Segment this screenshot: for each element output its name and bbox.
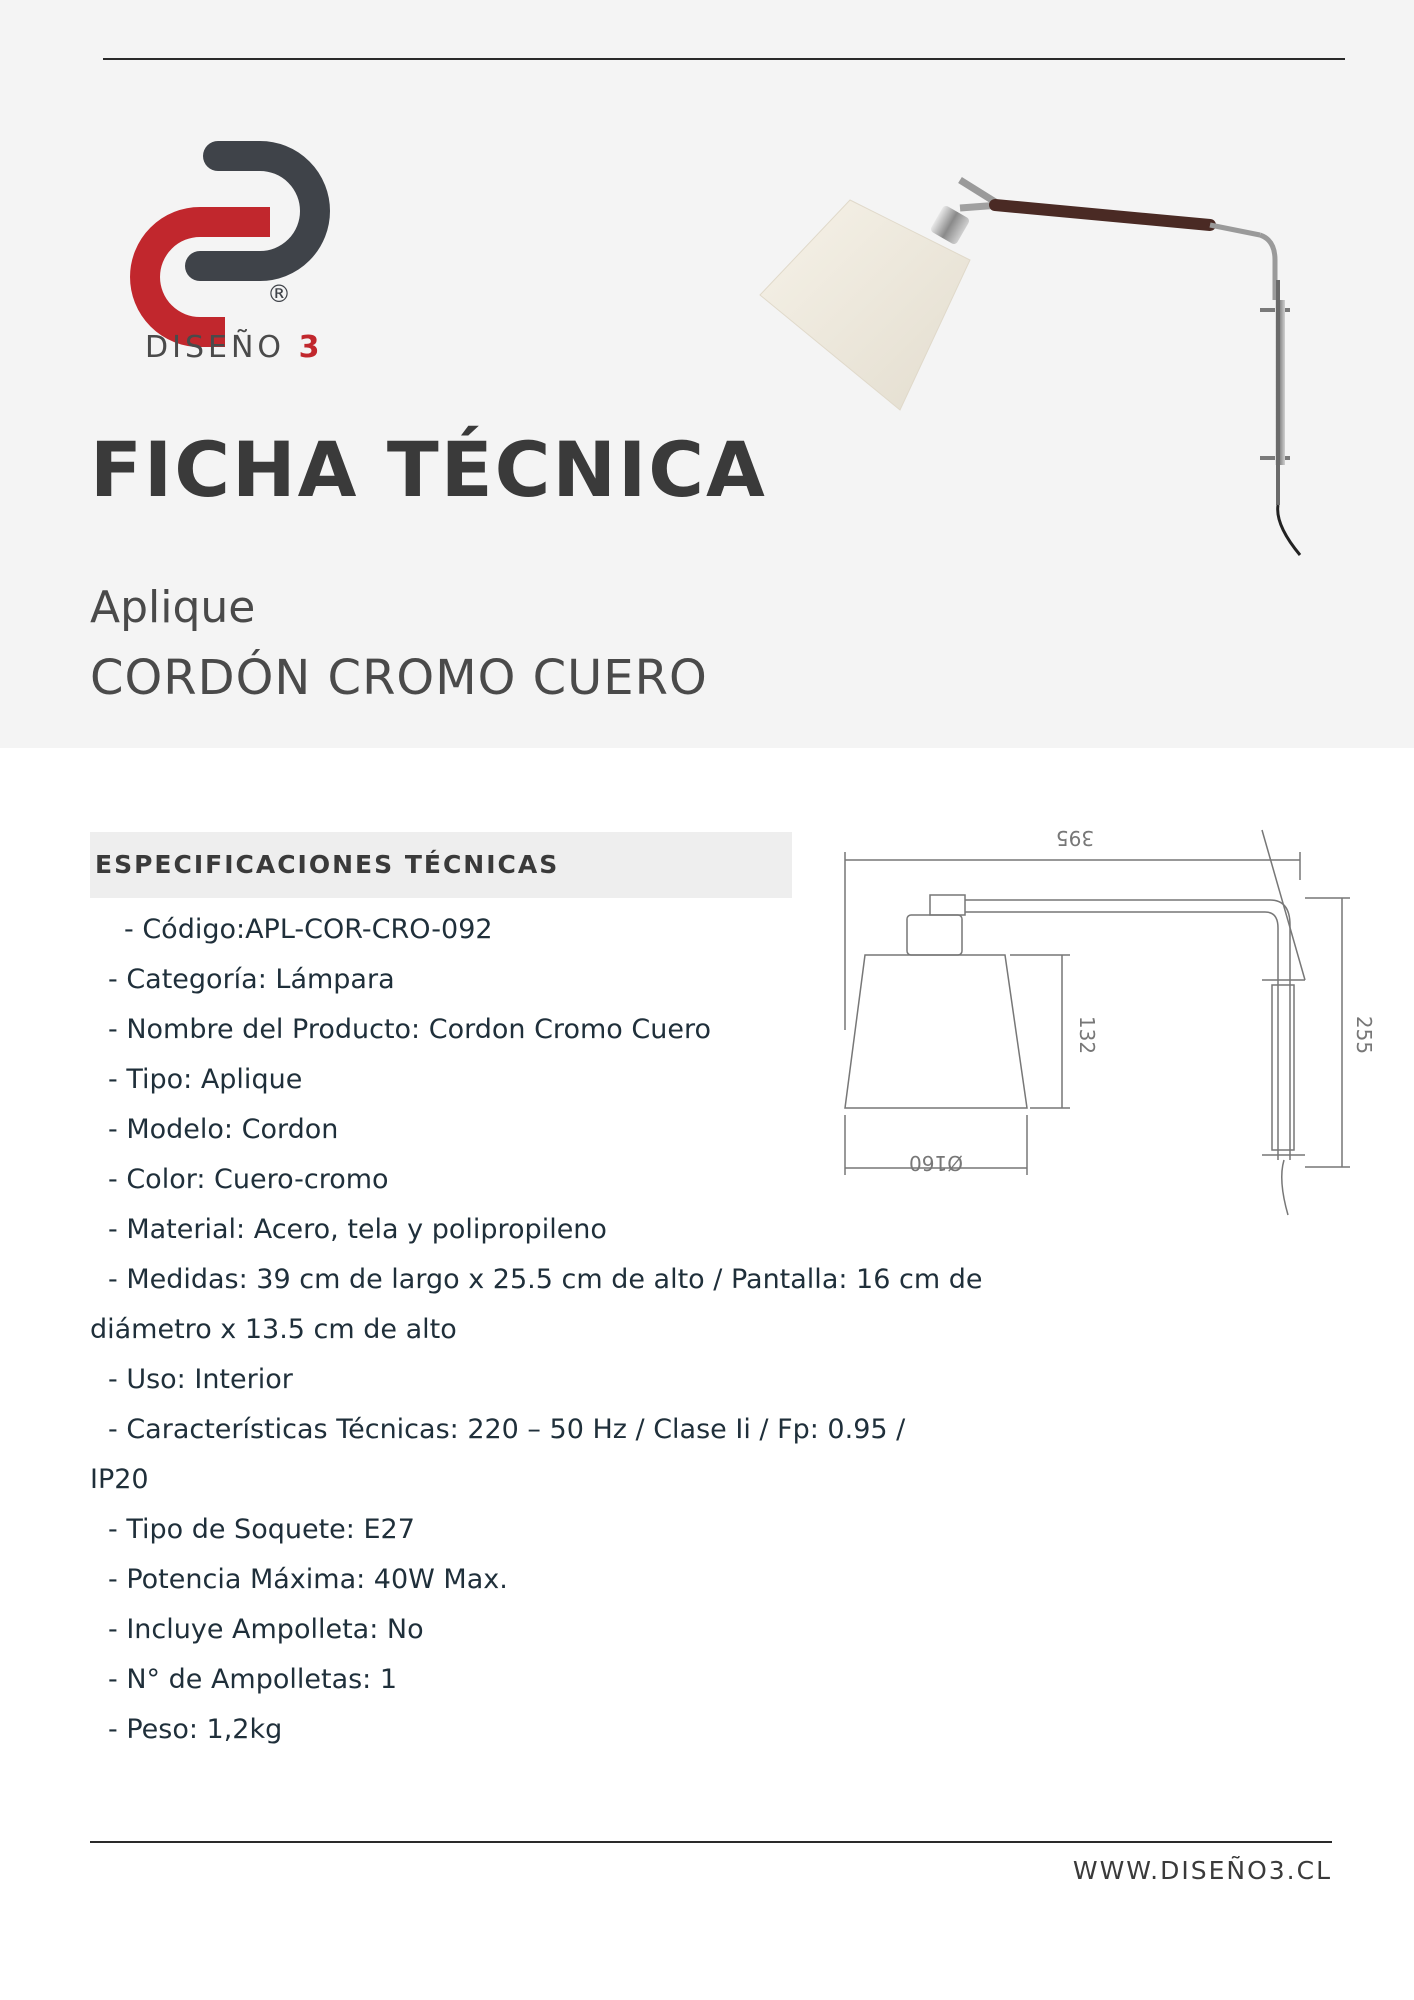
spec-max-power: - Potencia Máxima: 40W Max. (108, 1564, 508, 1595)
spec-color: - Color: Cuero-cromo (108, 1164, 389, 1195)
spec-product-name: - Nombre del Producto: Cordon Cromo Cuero (108, 1014, 711, 1045)
spec-technical: - Características Técnicas: 220 – 50 Hz / Clase Ii / Fp: 0.95 / (108, 1414, 906, 1445)
spec-measures: - Medidas: 39 cm de largo x 25.5 cm de alto / Pantalla: 16 cm de (108, 1264, 983, 1295)
spec-code: - Código:APL-COR-CRO-092 (124, 914, 493, 945)
spec-model: - Modelo: Cordon (108, 1114, 339, 1145)
lamp-photo (740, 180, 1340, 560)
spec-material: - Material: Acero, tela y polipropileno (108, 1214, 607, 1245)
dimension-total-height-label: 255 (1352, 1015, 1376, 1055)
spec-socket: - Tipo de Soquete: E27 (108, 1514, 415, 1545)
dimension-shade-diameter-label: Ø160 (909, 1151, 963, 1175)
dimension-shade-height-label: 132 (1075, 1015, 1099, 1055)
spec-technical-cont: IP20 (90, 1464, 149, 1495)
bottom-divider (90, 1841, 1332, 1843)
brand-name: DISEÑO (145, 330, 286, 365)
brand-number: 3 (298, 330, 324, 365)
spec-measures-cont: diámetro x 13.5 cm de alto (90, 1314, 457, 1345)
registered-mark: ® (267, 280, 291, 308)
specs-heading: ESPECIFICACIONES TÉCNICAS (90, 832, 792, 898)
logo-mark-icon (130, 130, 350, 330)
brand-wordmark (145, 330, 323, 365)
dimension-diagram (830, 826, 1376, 1250)
spec-type: - Tipo: Aplique (108, 1064, 303, 1095)
spec-bulb-included: - Incluye Ampolleta: No (108, 1614, 424, 1645)
dimension-width-label: 395 (1055, 826, 1095, 850)
page-title: FICHA TÉCNICA (90, 425, 767, 514)
website-link[interactable]: WWW.DISEÑO3.CL (1072, 1856, 1332, 1885)
top-divider (103, 58, 1345, 60)
spec-category: - Categoría: Lámpara (108, 964, 395, 995)
spec-weight: - Peso: 1,2kg (108, 1714, 283, 1745)
spec-use: - Uso: Interior (108, 1364, 293, 1395)
spec-bulb-count: - N° de Ampolletas: 1 (108, 1664, 398, 1695)
product-type: Aplique (90, 582, 256, 633)
product-name: CORDÓN CROMO CUERO (90, 650, 708, 706)
